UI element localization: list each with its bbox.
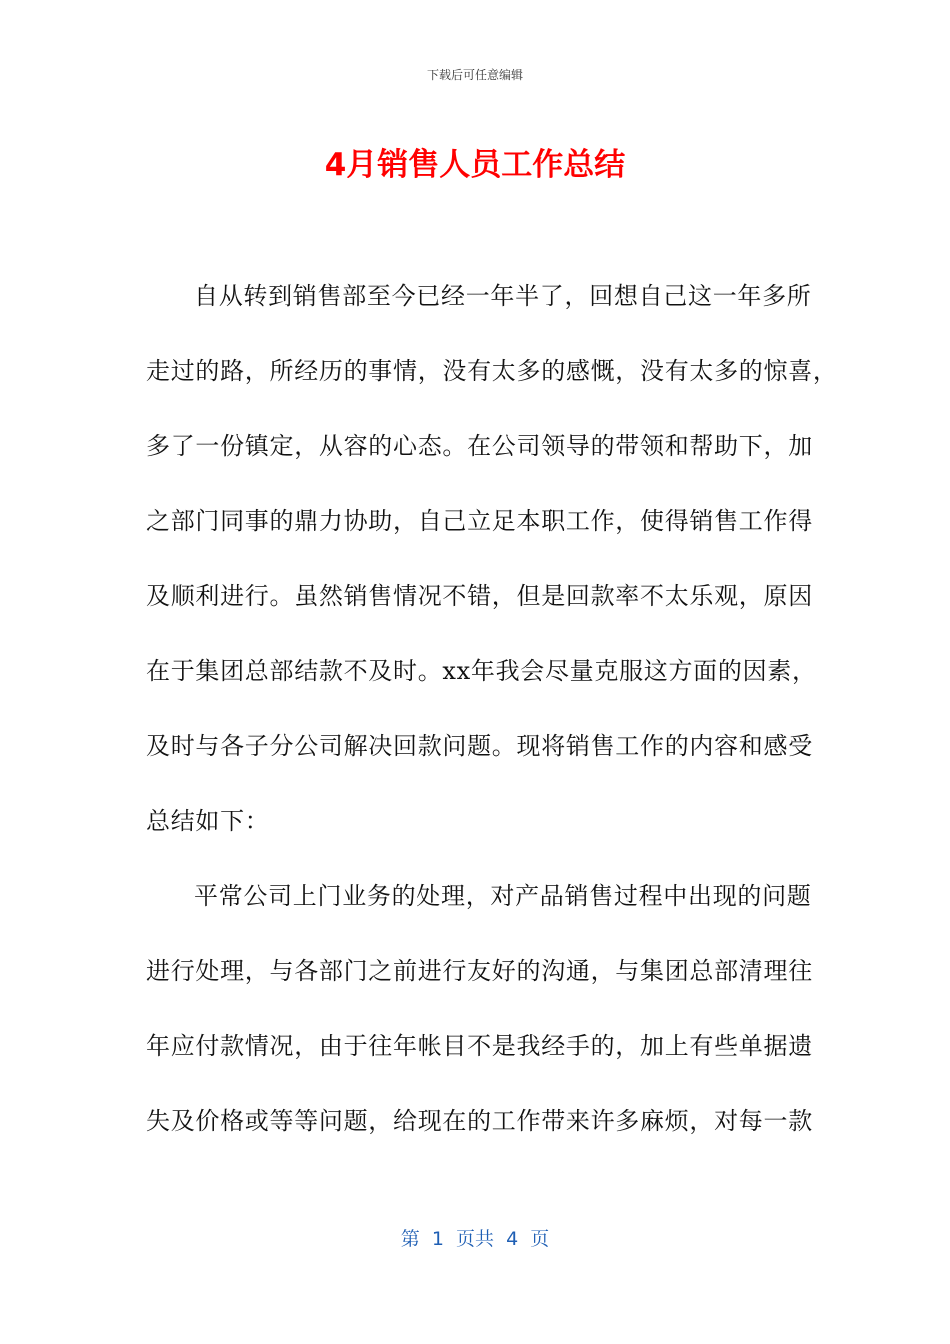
- paragraph-1-line-8: 总结如下：: [146, 807, 270, 835]
- paragraph-2-line-2: 进行处理，与各部门之前进行友好的沟通，与集团总部清理往: [146, 957, 813, 985]
- paragraph-1-line-7: 及时与各子分公司解决回款问题。现将销售工作的内容和感受: [146, 732, 813, 760]
- header-note: 下载后可任意编辑: [426, 68, 523, 82]
- paragraph-1-line-6: 在于集团总部结款不及时。xx年我会尽量克服这方面的因素，: [146, 657, 817, 685]
- document-title: 4月销售人员工作总结: [324, 147, 626, 183]
- paragraph-1-line-1: 自从转到销售部至今已经一年半了，回想自己这一年多所: [194, 282, 812, 310]
- page-number-footer: 第 1 页共 4 页: [400, 1228, 550, 1250]
- paragraph-1-line-5: 及顺利进行。虽然销售情况不错，但是回款率不太乐观，原因: [146, 582, 813, 610]
- document-body: [146, 277, 838, 1177]
- paragraph-1-line-4: 之部门同事的鼎力协助，自己立足本职工作，使得销售工作得: [146, 507, 813, 535]
- paragraph-1-line-2: 走过的路，所经历的事情，没有太多的感慨，没有太多的惊喜，: [146, 357, 838, 385]
- paragraph-2-line-1: 平常公司上门业务的处理，对产品销售过程中出现的问题: [194, 882, 812, 910]
- paragraph-1-line-3: 多了一份镇定，从容的心态。在公司领导的带领和帮助下，加: [146, 432, 813, 460]
- paragraph-2-line-3: 年应付款情况，由于往年帐目不是我经手的，加上有些单据遗: [146, 1032, 813, 1060]
- paragraph-2-line-4: 失及价格或等等问题，给现在的工作带来许多麻烦，对每一款: [146, 1107, 813, 1135]
